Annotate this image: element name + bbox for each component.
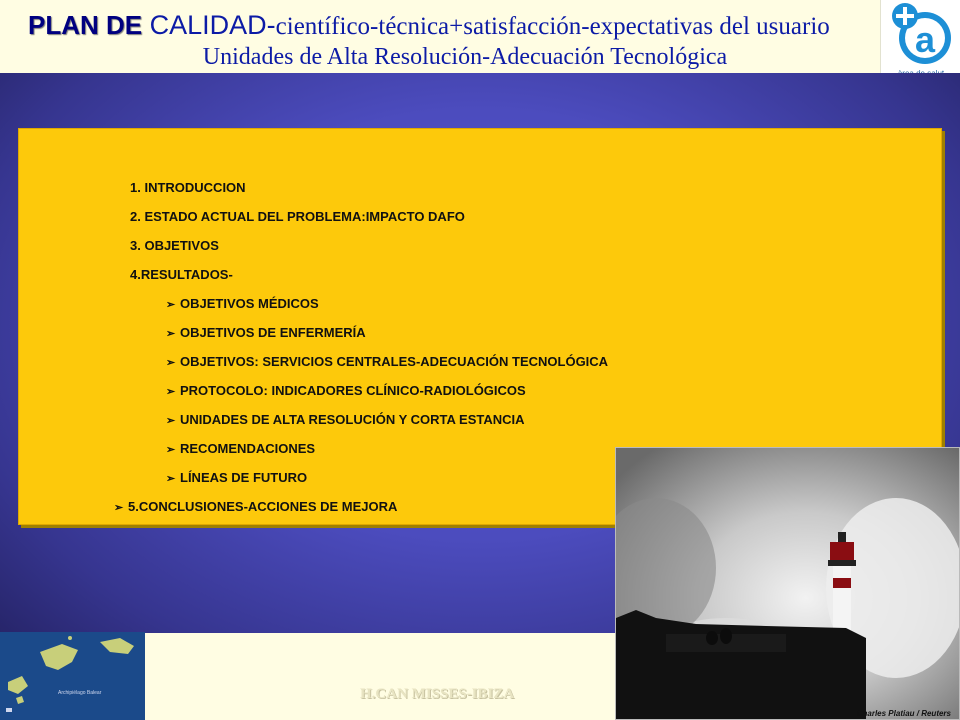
list-item [130,209,465,225]
list-item-label: 4.RESULTADOS- [130,267,233,282]
arrow-bullet-icon: ➢ [166,328,176,340]
list-item-label: 5.CONCLUSIONES-ACCIONES DE MEJORA [128,499,398,514]
list-item-label: RECOMENDACIONES [180,441,316,456]
list-item [166,354,608,371]
list-item [130,180,246,196]
list-item [166,383,526,400]
arrow-bullet-icon: ➢ [114,502,124,514]
list-item [166,441,315,458]
title-description: científico-técnica+satisfacción-expectativas del usuario [275,13,830,40]
list-item-label: LÍNEAS DE FUTURO [180,470,308,485]
balearic-islands-map [0,632,145,720]
list-item-label: 3. OBJETIVOS [130,238,219,253]
page-subtitle: Unidades de Alta Resolución-Adecuación Tecnológica [202,44,728,70]
list-item [166,470,307,487]
list-item-label: OBJETIVOS DE ENFERMERÍA [180,325,366,340]
list-item [130,238,219,254]
list-item [166,325,366,342]
list-item [166,296,319,313]
list-item-label: PROTOCOLO: INDICADORES CLÍNICO-RADIOLÓGICOS [180,383,526,398]
lighthouse-image [616,448,960,720]
header [0,0,960,72]
arrow-bullet-icon: ➢ [166,386,176,398]
arrow-bullet-icon: ➢ [166,444,176,456]
arrow-bullet-icon: ➢ [166,415,176,427]
title-calidad: CALIDAD- [142,10,276,40]
list-item-label: UNIDADES DE ALTA RESOLUCIÓN Y CORTA ESTANCIA [180,412,525,427]
area-de-salut-logo [880,0,960,84]
title-plan-de: PLAN DE [28,10,143,40]
list-item [166,412,525,429]
list-item [114,499,397,516]
footer-hospital: H.CAN MISSES-IBIZA [360,686,515,702]
logo-icon [881,0,960,84]
list-item [130,267,233,283]
map-icon [0,632,145,720]
lighthouse-storm-photo [615,447,960,720]
arrow-bullet-icon: ➢ [166,299,176,311]
photo-credit: Charles Platiau / Reuters [856,709,951,718]
map-label: Archipiélago Balear [58,690,102,696]
arrow-bullet-icon: ➢ [166,473,176,485]
list-item-label: 2. ESTADO ACTUAL DEL PROBLEMA:IMPACTO DAFO [130,209,465,224]
svg-text:a: a [914,19,936,60]
page-title [28,10,878,42]
list-item-label: OBJETIVOS MÉDICOS [180,296,319,311]
list-item-label: OBJETIVOS: SERVICIOS CENTRALES-ADECUACIÓN TECNOLÓGICA [180,354,609,369]
list-item-label: 1. INTRODUCCION [130,180,246,195]
arrow-bullet-icon: ➢ [166,357,176,369]
